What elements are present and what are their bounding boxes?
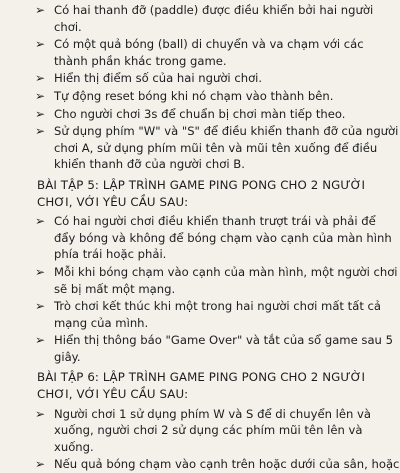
list-item-text: Có một quả bóng (ball) di chuyển và va chạm với các thành phần khác trong game.: [54, 37, 364, 68]
list-item: [34, 123, 400, 173]
list-item: [34, 406, 400, 456]
list-item: [34, 106, 400, 123]
arrow-bullet-icon: ➢: [35, 299, 46, 314]
requirements-list-6: [34, 406, 400, 473]
list-item-text: Người chơi 1 sử dụng phím W và S để di chuyển lên và xuống, người chơi 2 sử dụng các phím mũi tên lên và xuống.: [54, 406, 371, 454]
arrow-bullet-icon: ➢: [35, 71, 46, 86]
arrow-bullet-icon: ➢: [35, 3, 46, 17]
list-item: [34, 264, 400, 297]
list-item: [34, 456, 400, 473]
list-item: [34, 332, 400, 365]
list-item: [34, 36, 400, 69]
list-item-text: Hiển thị điểm số của hai người chơi.: [54, 71, 263, 86]
list-item: [34, 298, 400, 331]
list-item-text: Sử dụng phím "W" và "S" để điều khiển thanh đỡ của người chơi A, sử dụng phím mũi tên và mũi tên xuống để điều khiển thanh đỡ của người chơi B.: [54, 124, 399, 172]
list-item: [34, 70, 400, 87]
list-item: [34, 2, 400, 35]
list-item: [34, 88, 400, 105]
arrow-bullet-icon: ➢: [35, 124, 46, 139]
list-item: [34, 213, 400, 263]
arrow-bullet-icon: ➢: [35, 214, 46, 229]
list-item-text: Cho người chơi 3s để chuẩn bị chơi màn tiếp theo.: [54, 106, 346, 121]
arrow-bullet-icon: ➢: [35, 333, 46, 348]
exercise-5-heading: BÀI TẬP 5: LẬP TRÌNH GAME PING PONG CHO 2 NGƯỜI CHƠI, VỚI YÊU CẦU SAU:: [37, 177, 366, 209]
list-item-text: Nếu quả bóng chạm vào cạnh trên hoặc dưới của sân, hoặc: [54, 457, 400, 472]
list-item-text: Mỗi khi bóng chạm vào cạnh của màn hình, một người chơi sẽ bị mất một mạng.: [54, 264, 398, 296]
arrow-bullet-icon: ➢: [35, 37, 46, 52]
list-item-text: Trò chơi kết thúc khi một trong hai người chơi mất tất cả mạng của mình.: [54, 299, 382, 330]
arrow-bullet-icon: ➢: [35, 88, 46, 103]
list-item-text: Có hai thanh đỡ (paddle) được điều khiển bởi hai người chơi.: [54, 3, 374, 34]
list-item-text: Hiển thị thông báo "Game Over" và tắt của sổ game sau 5 giây.: [54, 333, 393, 364]
list-item-text: Có hai người chơi điều khiển thanh trượt trái và phải để đẩy bóng và không để bóng chạm vào cạnh của màn hình phía trái hoặc phải.: [54, 214, 392, 262]
arrow-bullet-icon: ➢: [35, 264, 46, 279]
arrow-bullet-icon: ➢: [35, 106, 46, 121]
requirements-list-a: [34, 2, 400, 173]
arrow-bullet-icon: ➢: [35, 457, 46, 472]
arrow-bullet-icon: ➢: [35, 406, 46, 421]
exercise-6-heading: BÀI TẬP 6: LẬP TRÌNH GAME PING PONG CHO 2 NGƯỜI CHƠI, VỚI YÊU CẦU SAU:: [37, 370, 366, 402]
requirements-list-5: [34, 213, 400, 365]
list-item-text: Tự động reset bóng khi nó chạm vào thành bên.: [54, 88, 334, 103]
